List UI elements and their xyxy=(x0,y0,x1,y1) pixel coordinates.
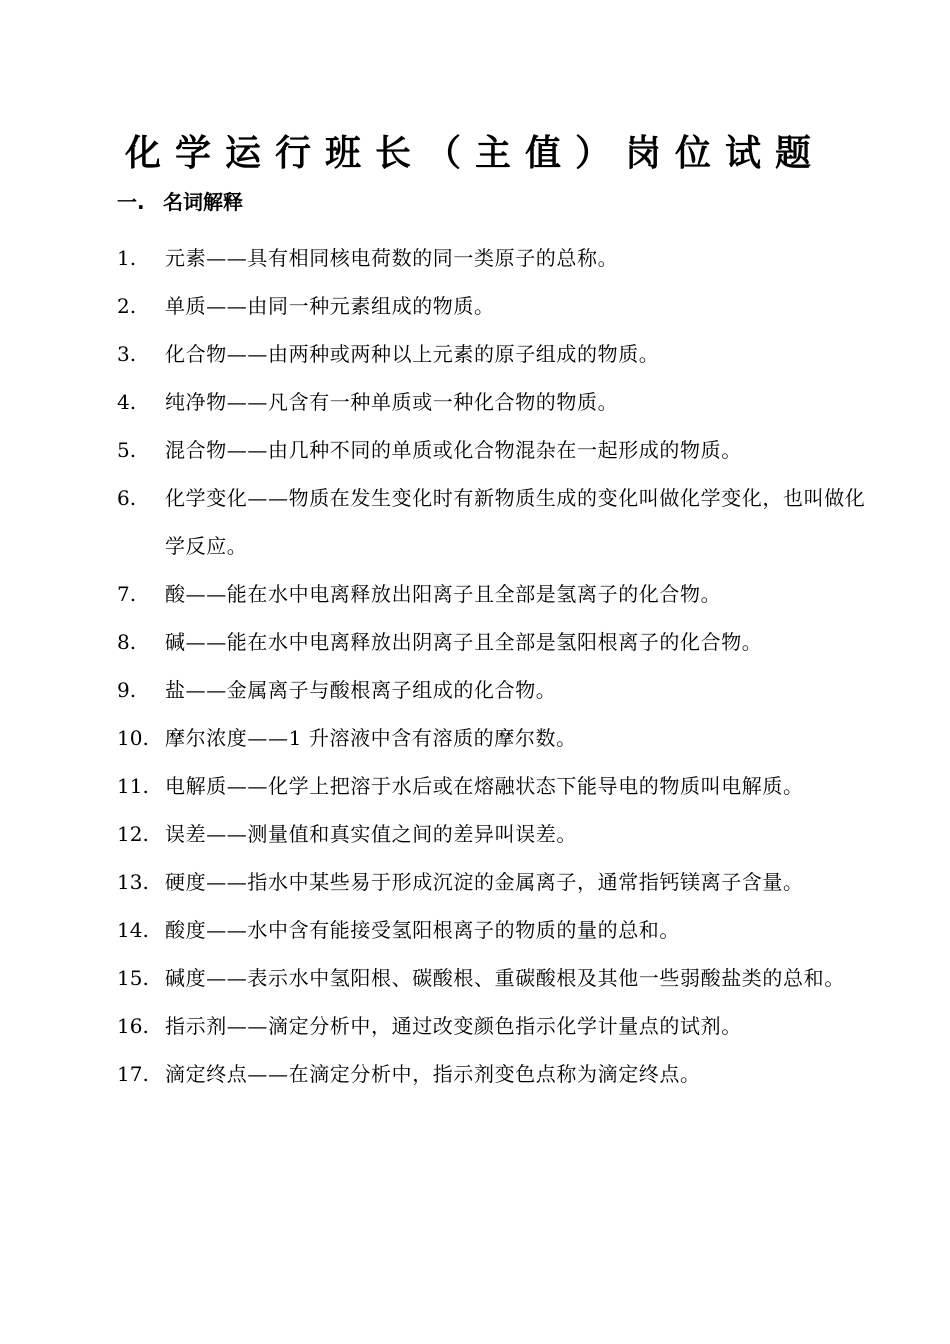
item-number: 6. xyxy=(117,486,137,510)
item-text: 纯净物——凡含有一种单质或一种化合物的物质。 xyxy=(165,390,619,414)
item-number: 1. xyxy=(117,246,137,270)
section-heading xyxy=(117,186,243,218)
item-text: 酸——能在水中电离释放出阳离子且全部是氢离子的化合物。 xyxy=(165,582,722,606)
item-text: 误差——测量值和真实值之间的差异叫误差。 xyxy=(165,822,577,846)
item-number: 10. xyxy=(117,726,149,750)
list-item xyxy=(117,810,867,858)
list-item xyxy=(117,1050,867,1098)
list-item xyxy=(117,954,867,1002)
list-item xyxy=(117,762,867,810)
list-item xyxy=(117,426,867,474)
item-number: 16. xyxy=(117,1014,149,1038)
item-number: 8. xyxy=(117,630,137,654)
list-item xyxy=(117,1002,867,1050)
item-text: 盐——金属离子与酸根离子组成的化合物。 xyxy=(165,678,557,702)
item-number: 4. xyxy=(117,390,137,414)
item-text: 元素——具有相同核电荷数的同一类原子的总称。 xyxy=(165,246,619,270)
item-number: 11. xyxy=(117,774,149,798)
list-item xyxy=(117,714,867,762)
item-text: 滴定终点——在滴定分析中，指示剂变色点称为滴定终点。 xyxy=(165,1062,701,1086)
item-text: 化学变化——物质在发生变化时有新物质生成的变化叫做化学变化，也叫做化学反应。 xyxy=(165,486,866,558)
item-text: 硬度——指水中某些易于形成沉淀的金属离子，通常指钙镁离子含量。 xyxy=(165,870,804,894)
page-title: 化学运行班长（主值）岗位试题 xyxy=(124,133,825,174)
list-item xyxy=(117,570,867,618)
list-item xyxy=(117,330,867,378)
list-item xyxy=(117,618,867,666)
list-item xyxy=(117,378,867,426)
item-text: 指示剂——滴定分析中，通过改变颜色指示化学计量点的试剂。 xyxy=(165,1014,742,1038)
item-number: 12. xyxy=(117,822,149,846)
item-text: 摩尔浓度——1 升溶液中含有溶质的摩尔数。 xyxy=(165,726,577,750)
list-item xyxy=(117,906,867,954)
item-text: 电解质——化学上把溶于水后或在熔融状态下能导电的物质叫电解质。 xyxy=(165,774,804,798)
section-number: 一. xyxy=(117,190,145,214)
item-number: 5. xyxy=(117,438,137,462)
item-text: 碱——能在水中电离释放出阴离子且全部是氢阳根离子的化合物。 xyxy=(165,630,763,654)
item-number: 13. xyxy=(117,870,149,894)
item-number: 3. xyxy=(117,342,137,366)
item-number: 15. xyxy=(117,966,149,990)
item-text: 混合物——由几种不同的单质或化合物混杂在一起形成的物质。 xyxy=(165,438,742,462)
item-text: 酸度——水中含有能接受氢阳根离子的物质的量的总和。 xyxy=(165,918,680,942)
definition-list xyxy=(117,234,867,1098)
item-number: 14. xyxy=(117,918,149,942)
item-number: 7. xyxy=(117,582,137,606)
list-item xyxy=(117,858,867,906)
item-number: 2. xyxy=(117,294,137,318)
item-number: 9. xyxy=(117,678,137,702)
item-text: 碱度——表示水中氢阳根、碳酸根、重碳酸根及其他一些弱酸盐类的总和。 xyxy=(165,966,845,990)
list-item xyxy=(117,474,867,570)
item-text: 化合物——由两种或两种以上元素的原子组成的物质。 xyxy=(165,342,660,366)
list-item xyxy=(117,234,867,282)
list-item xyxy=(117,282,867,330)
item-number: 17. xyxy=(117,1062,149,1086)
list-item xyxy=(117,666,867,714)
section-title: 名词解释 xyxy=(163,190,243,214)
item-text: 单质——由同一种元素组成的物质。 xyxy=(165,294,495,318)
